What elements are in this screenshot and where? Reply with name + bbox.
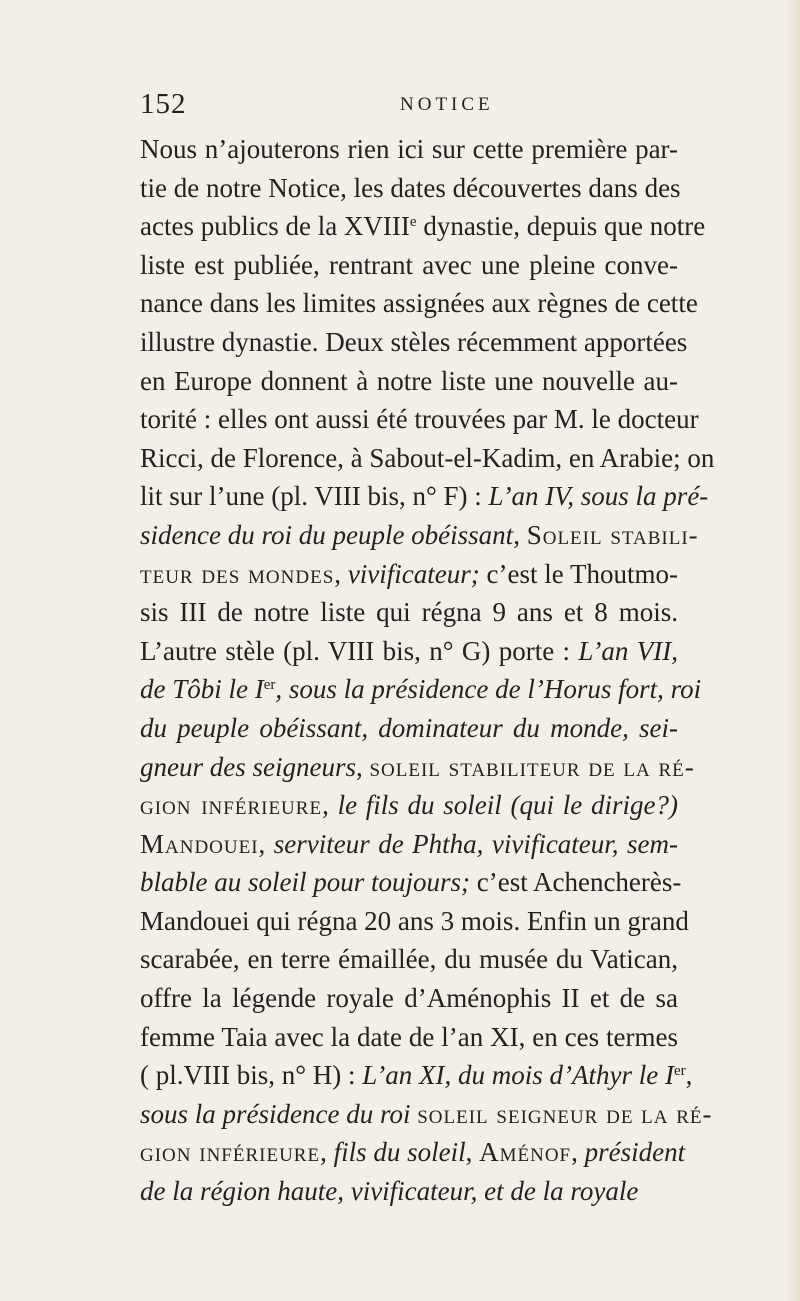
italic-segment: le fils du soleil (qui le dirige?) xyxy=(337,790,678,821)
small-caps-segment: soleil stabiliteur de la ré- xyxy=(369,751,695,782)
italic-segment: L’an VII, xyxy=(578,635,678,666)
body-text xyxy=(140,130,715,1211)
page-number: 152 xyxy=(140,88,187,120)
text-line xyxy=(140,825,678,864)
text-line xyxy=(140,593,678,632)
text-segment: offre la légende royale d’Aménophis II et de sa xyxy=(140,983,678,1014)
text-segment: tie de notre Notice, les dates découvertes dans des xyxy=(140,172,681,203)
small-caps-segment: Aménof xyxy=(479,1137,572,1168)
text-line xyxy=(140,477,709,516)
italic-segment: président xyxy=(584,1137,686,1168)
text-segment: liste est publiée, rentrant avec une pleine conve- xyxy=(140,249,678,280)
text-segment: , xyxy=(334,558,348,589)
italic-segment: gneur des seigneurs xyxy=(140,751,356,782)
small-caps-segment: soleil seigneur de la ré- xyxy=(417,1098,713,1129)
text-line xyxy=(140,439,715,478)
italic-segment: fils du soleil xyxy=(333,1137,466,1168)
text-line xyxy=(140,1172,678,1211)
text-line xyxy=(140,902,689,941)
text-segment: Mandouei qui régna 20 ans 3 mois. Enfin un grand xyxy=(140,905,689,936)
small-caps-segment: gion inférieure xyxy=(140,790,323,821)
page-header xyxy=(140,88,680,124)
text-line xyxy=(140,284,698,323)
text-segment: , xyxy=(571,1137,585,1168)
superscript: e xyxy=(409,214,417,231)
text-segment: actes publics de la XVIII xyxy=(140,211,410,242)
text-line xyxy=(140,130,678,169)
text-line xyxy=(140,1056,693,1095)
text-line xyxy=(140,400,699,439)
text-line xyxy=(140,207,706,246)
text-line xyxy=(140,555,678,594)
text-line xyxy=(140,169,681,208)
text-segment: torité : elles ont aussi été trouvées par M. le docteur xyxy=(140,404,699,435)
italic-segment: , xyxy=(685,1060,693,1091)
text-line xyxy=(140,1133,686,1172)
italic-segment: L’an IV, sous la pré- xyxy=(488,481,709,512)
text-segment: dynastie, depuis que notre xyxy=(416,211,706,242)
italic-segment: , sous la présidence de l’Horus fort, roi xyxy=(275,674,702,705)
text-segment: , xyxy=(355,751,370,782)
text-line xyxy=(140,863,682,902)
text-segment: illustre dynastie. Deux stèles récemment apportées xyxy=(140,326,688,357)
text-segment: , xyxy=(258,828,274,859)
text-line xyxy=(140,323,688,362)
text-line xyxy=(140,786,678,825)
text-segment: femme Taia avec la date de l’an XI, en ces termes xyxy=(140,1021,678,1052)
text-line xyxy=(140,709,678,748)
text-line xyxy=(140,670,702,709)
italic-segment: L’an XI, du mois d’Athyr le I xyxy=(362,1060,674,1091)
text-line xyxy=(140,246,678,285)
text-line xyxy=(140,748,695,787)
text-segment: sis III de notre liste qui régna 9 ans et 8 mois. xyxy=(140,597,678,628)
text-segment: , xyxy=(322,790,338,821)
text-segment: ( pl.VIII bis, n° H) : xyxy=(140,1060,363,1091)
running-head: NOTICE xyxy=(400,94,494,115)
text-segment: , xyxy=(513,519,527,550)
text-segment: Nous n’ajouterons rien ici sur cette première par- xyxy=(140,134,678,164)
italic-segment: sous la présidence du roi xyxy=(140,1098,411,1129)
text-segment: Ricci, de Florence, à Sabout-el-Kadim, en Arabie; on xyxy=(140,442,715,473)
text-line xyxy=(140,362,678,401)
small-caps-segment: teur des mondes xyxy=(140,558,335,589)
text-line xyxy=(140,1018,678,1057)
text-segment: c’est le Thoutmo- xyxy=(479,558,679,589)
text-segment: , xyxy=(465,1137,480,1168)
small-caps-segment: Soleil stabili- xyxy=(526,519,699,550)
italic-segment: blable au soleil pour toujours; xyxy=(140,867,470,898)
italic-segment: vivificateur; xyxy=(347,558,480,589)
italic-segment: de la région haute, vivificateur, et de la royale xyxy=(140,1176,639,1207)
text-segment: lit sur l’une (pl. VIII bis, n° F) : xyxy=(140,481,489,512)
text-line xyxy=(140,632,678,671)
page-edge xyxy=(786,0,800,1301)
text-line xyxy=(140,940,678,979)
italic-segment: serviteur de Phtha, vivificateur, sem- xyxy=(273,828,678,859)
small-caps-segment: gion inférieure xyxy=(140,1137,321,1168)
text-line xyxy=(140,516,699,555)
text-segment: nance dans les limites assignées aux règnes de cette xyxy=(140,288,698,319)
text-line xyxy=(140,1095,713,1134)
text-segment: L’autre stèle (pl. VIII bis, n° G) porte : xyxy=(140,635,579,666)
text-segment: c’est Achencherès- xyxy=(470,867,682,898)
italic-segment: de Tôbi le I xyxy=(140,674,264,705)
text-segment: scarabée, en terre émaillée, du musée du Vatican, xyxy=(140,944,678,975)
text-segment: , xyxy=(320,1137,334,1168)
text-segment: en Europe donnent à notre liste une nouvelle au- xyxy=(140,365,678,396)
italic-segment: sidence du roi du peuple obéissant xyxy=(140,519,514,550)
superscript: er xyxy=(673,1063,686,1080)
small-caps-segment: Mandouei xyxy=(140,828,259,859)
superscript: er xyxy=(263,677,276,694)
italic-segment: du peuple obéissant, dominateur du monde, sei- xyxy=(140,712,678,743)
text-line xyxy=(140,979,678,1018)
